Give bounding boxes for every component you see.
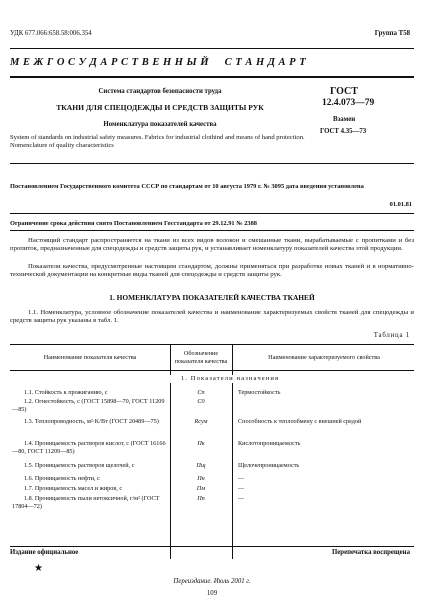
table-row-1-property: Термостойкость — [238, 389, 281, 396]
table-row-4-property: Кислотопроницаемость — [238, 440, 301, 447]
table-row-5-property: Щелочепроницаемость — [238, 462, 300, 469]
table-row-6-symbol: Пн — [197, 475, 205, 482]
decree-text: Постановлением Государственного комитета СССР по стандартам от 10 августа 1979 г. № 3095 дата введения установлена — [10, 183, 364, 190]
table-row-6-property: — — [238, 475, 245, 482]
english-title: System of standards on industrial safety measures. Fabrics for industrial clothind and means of hand protection. Nomenclature of quality characteristics — [10, 134, 305, 150]
table-row-5-symbol: Пщ — [196, 462, 206, 469]
table-row-4-symbol: Пк — [197, 440, 205, 447]
table-row-2-name: 1.2. Огнестойкость, с (ГОСТ 15898—70, ГОСТ 11209—85) — [12, 398, 165, 413]
table-row-7-property: — — [238, 485, 245, 492]
group-code: Группа Т58 — [374, 30, 410, 37]
gost-number: 12.4.073—79 — [322, 98, 375, 108]
reprint-ban: Перепечатка воспрещена — [332, 549, 410, 556]
table-row-8-name: 1.8. Проницаемость пыли нетоксичной, г/м² (ГОСТ 17804—72) — [12, 495, 160, 510]
page-number: 109 — [206, 590, 218, 597]
standard-banner: М Е Ж Г О С У Д А Р С Т В Е Н Н Ы Й С Т А Н Д А Р Т — [10, 57, 307, 68]
decree-rule — [10, 213, 414, 214]
decree-date: 01.01.81 — [389, 201, 412, 208]
table-row-3-name: 1.3. Теплопроводность, м²·K/Вт (ГОСТ 20489—75) — [24, 418, 159, 425]
replaces-number: ГОСТ 4.35—73 — [320, 128, 367, 135]
section-paragraph: 1.1. Номенклатура, условное обозначение показателей качества и наименование характеризуемых свойств тканей для спецодежды и средств защиты рук указаны в табл. 1. — [10, 309, 414, 325]
table-row-4-name: 1.4. Проницаемость растворов кислот, с (ГОСТ 16166—80, ГОСТ 11209—85) — [12, 440, 166, 455]
table-row-3-symbol: Rсум — [194, 418, 208, 425]
header-indicator-symbol: Обозначение показателя качества — [174, 350, 228, 365]
table-top-border — [10, 344, 414, 345]
footer-rule — [10, 546, 414, 547]
table-row-2-symbol: C0 — [197, 398, 205, 405]
intro-paragraph-2: Показатели качества, предусмотренные настоящим стандартом, должны применяться при разработке новых тканей и в нормативно-технической документации на конкретные виды тканей для спецодежды и средств защиты рук. — [10, 263, 414, 279]
table-group-title: 1. Показатели назначения — [130, 375, 330, 383]
star-icon: ★ — [34, 563, 43, 574]
system-title: Система стандартов безопасности труда — [98, 88, 222, 95]
official-edition: Издание официальное — [10, 549, 79, 556]
banner-rule — [10, 76, 414, 78]
limitation-rule — [10, 230, 414, 231]
table-row-3-property: Способность к теплообмену с внешней средой — [238, 418, 362, 425]
table-header-border — [10, 370, 414, 371]
header-indicator-name: Наименование показателя качества — [43, 354, 137, 361]
table-row-8-symbol: Пп — [197, 495, 205, 502]
udk-code: УДК 677.066:658.58:006.354 — [10, 30, 92, 37]
document-subtitle: Номенклатура показателей качества — [103, 121, 217, 128]
replaces-label: Взамен — [333, 116, 356, 123]
intro-paragraph-1: Настоящий стандарт распространяется на ткани из всех видов волокон и смешанные ткани, вырабатываемые с пропитками и без пропиток, предназначенные для спецодежды и средств защиты рук, и устанавливает номенклатуру показателей качества этой продукции. — [10, 237, 414, 253]
table-row-7-symbol: Пм — [196, 485, 206, 492]
table-row-1-name: 1.1. Стойкость к прожиганию, с — [24, 389, 108, 396]
table-row-8-property: — — [238, 495, 245, 502]
table-row-6-name: 1.6. Проницаемость нефти, с — [24, 475, 100, 482]
title-rule — [10, 163, 414, 164]
table-row-1-symbol: Cп — [197, 389, 205, 396]
table-row-7-name: 1.7. Проницаемость масел и жиров, с — [24, 485, 123, 492]
table-caption: Таблица 1 — [373, 332, 410, 339]
document-title: ТКАНИ ДЛЯ СПЕЦОДЕЖДЫ И СРЕДСТВ ЗАЩИТЫ РУК — [56, 103, 264, 112]
limitation-text: Ограничение срока действия снято Постановлением Госстандарта от 29.12.91 № 2388 — [10, 220, 257, 227]
section-heading: 1. НОМЕНКЛАТУРА ПОКАЗАТЕЛЕЙ КАЧЕСТВА ТКАНЕЙ — [109, 293, 315, 302]
top-rule — [10, 48, 414, 49]
gost-label: ГОСТ — [330, 86, 358, 97]
reissue-note: Переиздание. Июль 2001 г. — [173, 578, 251, 585]
header-property-name: Наименование характеризуемого свойства — [268, 354, 380, 361]
table-row-5-name: 1.5. Проницаемость растворов щелочей, с — [24, 462, 135, 469]
